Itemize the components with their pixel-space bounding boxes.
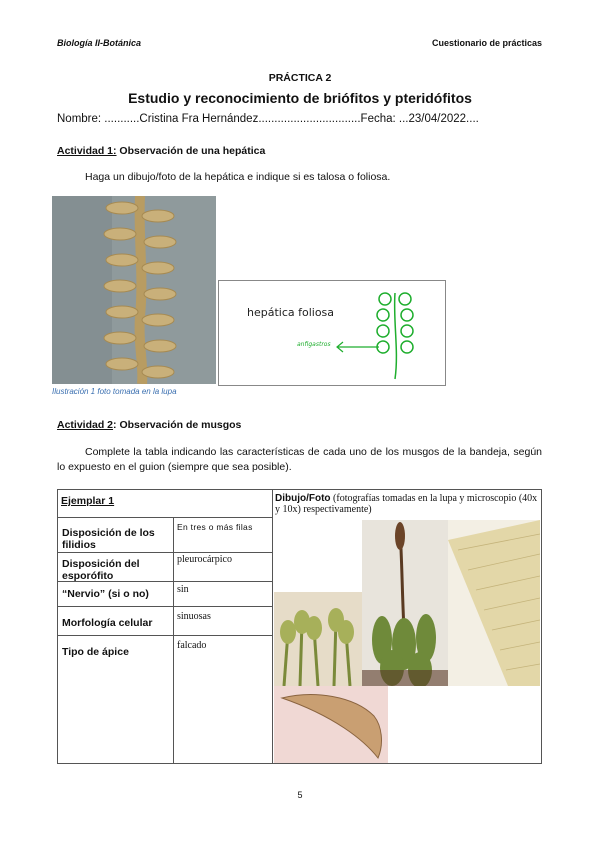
row-label-apice: Tipo de ápice [62, 646, 129, 658]
moss-photo-1 [274, 592, 362, 686]
drawing-header-bold: Dibujo/Foto [275, 493, 331, 504]
row-value-esporofito: pleurocárpico [177, 554, 232, 565]
liverwort-drawing [218, 280, 446, 386]
row-value-morfologia: sinuosas [177, 611, 211, 622]
row-label-filidios: Disposición de los filidios [62, 527, 155, 551]
row-label-morfologia: Morfología celular [62, 617, 153, 629]
row-label-nervio: “Nervio” (si o no) [62, 588, 149, 600]
drawing-arrow-label: anfigastros [297, 341, 331, 348]
moss-photo-2 [362, 520, 448, 686]
moss-photo-3-image [448, 520, 540, 686]
activity1-heading [57, 145, 265, 157]
activity1-title: Observación de una hepática [116, 145, 266, 157]
activity2-instruction: Complete la tabla indicando las características de cada uno de los musgos de la bandeja, según lo expuesto en el guion (siempre que sea posible). [57, 446, 542, 473]
row-label-esporofito: Disposición del esporófito [62, 558, 140, 582]
activity1-label: Actividad 1: [57, 145, 117, 157]
specimen-table [57, 489, 542, 764]
activity2-label: Actividad 2 [57, 419, 114, 431]
specimen-header-cell [58, 490, 273, 518]
header-left: Biología II-Botánica [57, 38, 142, 48]
moss-photo-1-image [274, 592, 362, 686]
liverwort-photo-image [52, 196, 216, 384]
specimen-title: Ejemplar 1 [61, 495, 115, 507]
labels-column [58, 518, 174, 763]
drawing-header-rest: (fotografías tomadas en la lupa y microscopio (40x y 10x) respectivamente) [275, 493, 538, 515]
drawing-header-cell [273, 490, 541, 518]
practice-title: Estudio y reconocimiento de briófitos y pteridófitos [128, 90, 472, 106]
student-line: Nombre: ...........Cristina Fra Hernández................................Fecha: ...23/04/2022.... [57, 113, 479, 125]
drawing-label: hepática foliosa [247, 306, 335, 319]
row-value-filidios: En tres o más filas [177, 522, 253, 532]
activity1-instruction: Haga un dibujo/foto de la hepática e indique si es talosa o foliosa. [85, 171, 391, 183]
header-right: Cuestionario de prácticas [431, 38, 542, 48]
page-number: 5 [297, 790, 303, 800]
moss-photo-3 [448, 520, 540, 686]
liverwort-photo [52, 196, 216, 384]
row-value-nervio: sin [177, 584, 189, 595]
activity2-heading [57, 419, 241, 431]
drawing-sketch [219, 281, 445, 385]
moss-photo-4 [274, 686, 388, 763]
moss-photo-2-image [362, 520, 448, 686]
moss-photo-4-image [274, 686, 388, 763]
row-value-apice: falcado [177, 640, 207, 651]
practice-number: PRÁCTICA 2 [268, 72, 332, 84]
photo-caption: Ilustración 1 foto tomada en la lupa [52, 387, 177, 396]
activity2-title: : Observación de musgos [113, 419, 242, 431]
